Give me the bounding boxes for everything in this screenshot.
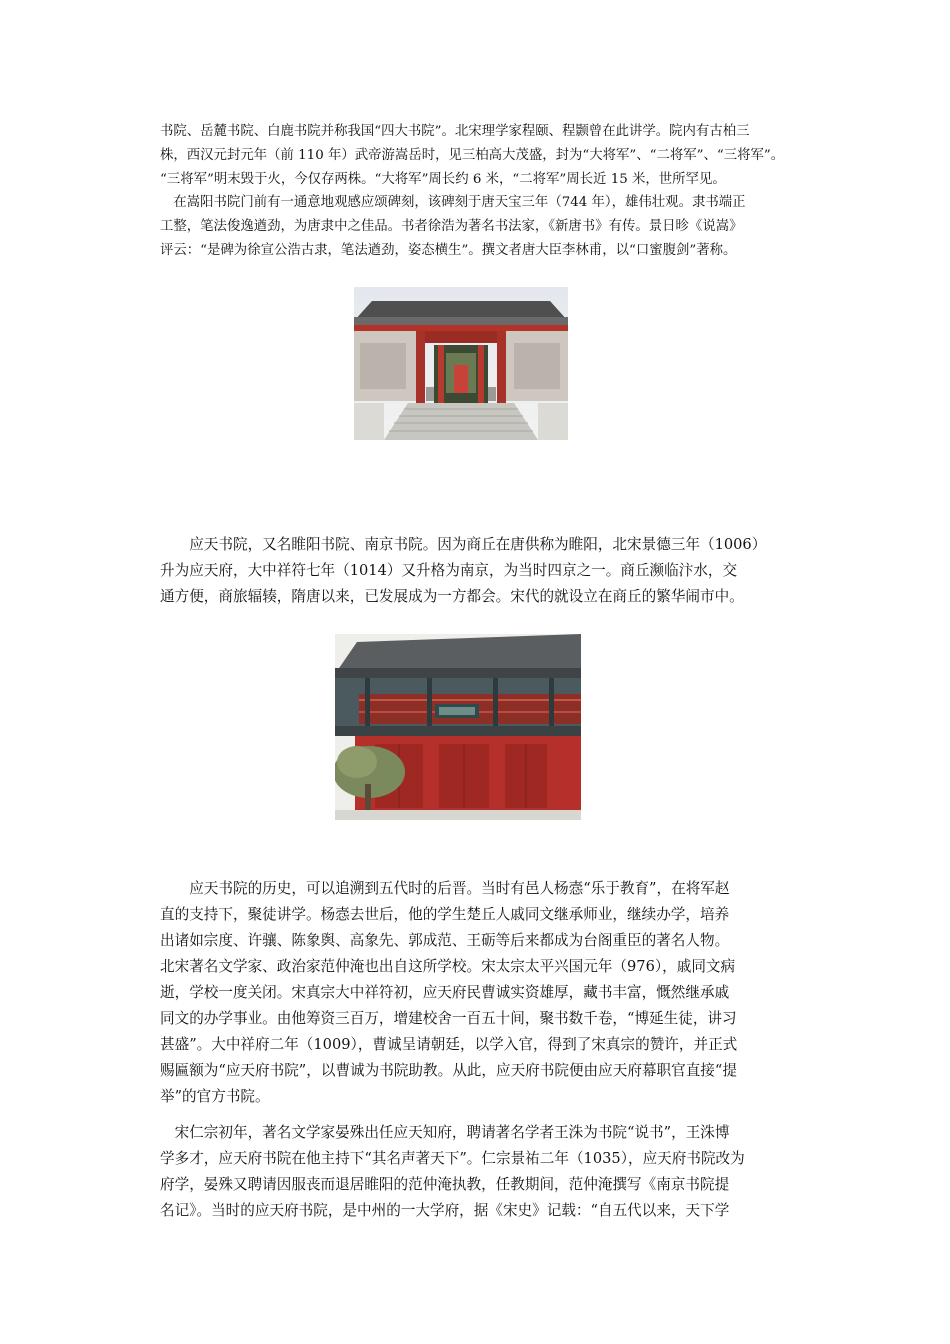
text-line: 学多才，应天府书院在他主持下“其名声著天下”。仁宗景祐二年（1035），应天府书院改为 (160, 1150, 745, 1167)
text-line: 书院、岳麓书院、白鹿书院并称我国“四大书院”。北宋理学家程颐、程颢曾在此讲学。院内有古柏三 (160, 124, 750, 139)
text-line: 株，西汉元封元年（前 110 年）武帝游嵩岳时，见三柏高大茂盛，封为“大将军”、“二将军”、“三将军”。 (160, 148, 785, 163)
text-line: 举”的官方书院。 (160, 1088, 270, 1105)
text-line: 在嵩阳书院门前有一通意地观感应颂碑刻，该碑刻于唐天宝三年（744 年），雄伟壮观。隶书端正 (160, 195, 746, 210)
paragraph-songyang-cypress (160, 120, 792, 192)
text-line: 北宋著名文学家、政治家范仲淹也出自这所学校。宋太宗太平兴国元年（976），戚同文病 (160, 958, 736, 975)
text-line: 应天书院，又名睢阳书院、南京书院。因为商丘在唐供称为睢阳，北宋景德三年（1006） (160, 536, 767, 553)
text-line: 直的支持下，聚徒讲学。杨悫去世后，他的学生楚丘人戚同文继承师业，继续办学，培养 (160, 906, 730, 923)
text-line: 工整，笔法俊逸遒劲，为唐隶中之佳品。书者徐浩为著名书法家，《新唐书》有传。景日昣《说嵩》 (160, 219, 743, 234)
paragraph-renzong-era (160, 1120, 792, 1224)
text-line: 宋仁宗初年，著名文学家晏殊出任应天知府，聘请著名学者王洙为书院“说书”，王洙博 (160, 1124, 730, 1141)
text-line: 甚盛”。大中祥府二年（1009），曹诚呈请朝廷，以学入官，得到了宋真宗的赞许，并正式 (160, 1036, 738, 1053)
text-line: 名记》。当时的应天府书院，是中州的一大学府，据《宋史》记载：“自五代以来，天下学 (160, 1202, 730, 1219)
yingtian-academy-hall-photo (335, 634, 581, 820)
text-line: 升为应天府，大中祥符七年（1014）又升格为南京，为当时四京之一。商丘濒临汴水，交 (160, 562, 738, 579)
text-line: “三将军”明末毁于火，今仅存两株。“大将军”周长约 6 米，“二将军”周长近 15 米，世所罕见。 (160, 172, 726, 187)
text-line: 出诸如宗度、许骧、陈象舆、高象先、郭成范、王砺等后来都成为台阁重臣的著名人物。 (160, 932, 730, 949)
songyang-academy-gate-photo (354, 287, 568, 440)
text-line: 同文的办学事业。由他筹资三百万，增建校舍一百五十间，聚书数千卷，“博延生徒，讲习 (160, 1010, 737, 1027)
text-line: 评云：“是碑为徐宣公浩古隶，笔法遒劲，姿态横生”。撰文者唐大臣李林甫，以“口蜜腹剑”著称。 (160, 243, 737, 258)
paragraph-songyang-stele (160, 191, 792, 263)
text-line: 赐匾额为“应天府书院”，以曹诚为书院助教。从此，应天府书院便由应天府幕职官直接“提 (160, 1062, 737, 1079)
paragraph-yingtian-intro (160, 532, 792, 610)
text-line: 通方便，商旅辐辏，隋唐以来，已发展成为一方都会。宋代的就设立在商丘的繁华闹市中。 (160, 588, 744, 605)
text-line: 逝，学校一度关闭。宋真宗大中祥符初，应天府民曹诚实资雄厚，藏书丰富，慨然继承戚 (160, 984, 730, 1001)
text-line: 应天书院的历史，可以追溯到五代时的后晋。当时有邑人杨悫“乐于教育”，在将军赵 (160, 880, 730, 897)
paragraph-yingtian-history (160, 876, 792, 1110)
text-line: 府学，晏殊又聘请因服丧而退居睢阳的范仲淹执教，任教期间，范仲淹撰写《南京书院提 (160, 1176, 730, 1193)
